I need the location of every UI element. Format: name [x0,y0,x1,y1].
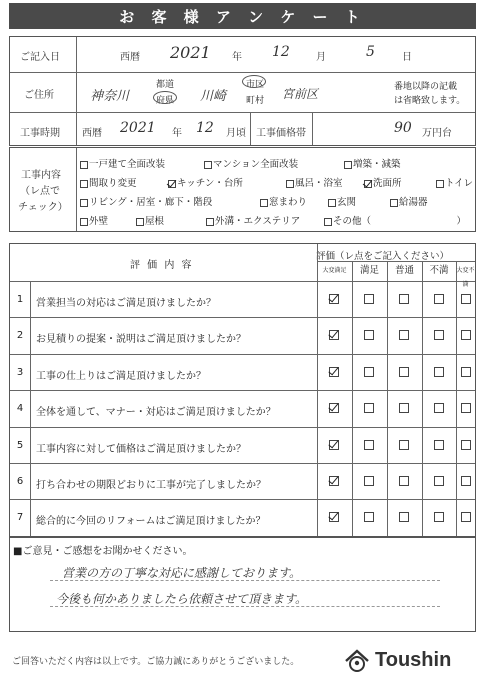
period-era: 西暦 [82,128,102,139]
rating-checkbox[interactable] [364,367,374,377]
rating-checkbox[interactable] [364,330,374,340]
work-option[interactable] [168,175,243,189]
work-option-label: 間取り変更 [89,178,137,189]
work-option-checkbox[interactable] [136,218,144,226]
rating-checkbox[interactable] [461,512,471,522]
work-label-1: 工事内容 [21,170,61,181]
work-option-checkbox[interactable] [390,199,398,207]
rating-checkbox[interactable] [329,476,339,486]
rating-checkbox[interactable] [434,512,444,522]
city-unit-cho-son: 町村 [246,96,265,106]
work-option[interactable] [364,175,402,189]
work-option[interactable] [80,175,137,189]
date-month: 12 [272,44,290,60]
work-option-label: 外壁 [89,216,109,227]
work-option-label: 玄関 [337,197,357,208]
page-title: お 客 様 ア ン ケ ー ト [9,3,476,29]
work-option[interactable] [80,213,108,227]
question-text: 総合的に今回のリフォームはご満足頂けましたか？ [36,516,266,528]
pref-unit-to-do: 都道 [156,80,175,90]
work-option[interactable] [286,175,343,189]
work-option[interactable] [324,213,466,227]
work-option-checkbox[interactable] [80,180,88,188]
work-option[interactable] [328,194,356,208]
rating-checkbox[interactable] [364,440,374,450]
work-option-label: トイレ [445,178,474,189]
work-option[interactable] [390,194,428,208]
rating-scale-label: 満足 [359,265,379,276]
rating-scale-label: 大変不満 [456,267,475,288]
rating-checkbox[interactable] [434,403,444,413]
rating-checkbox[interactable] [329,440,339,450]
rating-checkbox[interactable] [434,294,444,304]
rating-checkbox[interactable] [461,367,471,377]
rating-checkbox[interactable] [434,476,444,486]
price-value: 90 [394,120,412,136]
rating-checkbox[interactable] [461,294,471,304]
work-option-label: マンション全面改装 [213,159,299,170]
work-options [80,156,472,230]
work-option[interactable] [80,156,165,170]
date-label: ご記入日 [20,52,60,63]
work-option-label: 給湯器 [399,197,428,208]
work-option-label: 風呂・浴室 [295,178,343,189]
work-option-checkbox[interactable] [328,199,336,207]
work-option-label: キッチン・台所 [177,178,243,189]
date-day: 5 [366,44,375,60]
pref-circle-mark [153,91,177,104]
rating-scale-label: 普通 [394,265,414,276]
question-text: 営業担当の対応はご満足頂けましたか？ [36,298,216,309]
date-year-unit: 年 [232,52,242,63]
work-option[interactable] [136,213,164,227]
rating-checkbox[interactable] [461,476,471,486]
work-option-label: その他（ ） [333,216,467,227]
footer-thanks: ご回答いただく内容は以上です。ご協力誠にありがとうございました。 [12,657,300,667]
rating-checkbox[interactable] [434,330,444,340]
house-logo-icon [343,647,371,675]
question-text: 全体を通して、マナー・対応はご満足頂けましたか？ [36,407,276,419]
work-label-3: チェック） [18,202,68,213]
work-option-label: リビング・居室・廊下・階段 [89,197,213,208]
work-option-checkbox[interactable] [260,199,268,207]
rating-checkbox[interactable] [329,330,339,340]
work-option[interactable] [206,213,300,227]
rating-checkbox[interactable] [399,512,409,522]
work-option-checkbox[interactable] [168,180,176,188]
rating-checkbox[interactable] [364,403,374,413]
rating-checkbox[interactable] [461,330,471,340]
question-text: 工事内容に対して価格はご満足頂けましたか？ [36,443,246,455]
question-number: 2 [16,330,24,342]
address-prefecture: 神奈川 [90,89,130,104]
period-year: 2021 [120,120,156,136]
work-option[interactable] [80,194,212,208]
question-number: 1 [16,294,24,305]
rating-scale-label: 不満 [429,265,449,276]
work-option[interactable] [260,194,307,208]
work-option-label: 洗面所 [373,178,402,189]
eval-content-header: 評 価 内 容 [130,260,194,271]
rating-checkbox[interactable] [399,367,409,377]
rating-checkbox[interactable] [364,294,374,304]
question-text: 工事の仕上りはご満足頂けましたか？ [36,370,206,382]
evaluation-table [9,243,476,537]
work-option-label: 一戸建て全面改装 [89,159,166,170]
pref-unit-fu-ken: 府県 [156,96,175,106]
work-option-label: 窓まわり [269,197,308,208]
question-number: 3 [16,366,24,378]
work-option-checkbox[interactable] [80,199,88,207]
work-option-checkbox[interactable] [80,161,88,169]
comments-heading: ■ご意見・ご感想をお聞かせください。 [13,546,193,557]
address-label: ご住所 [24,90,54,101]
rating-checkbox[interactable] [399,294,409,304]
work-option[interactable] [436,175,473,189]
rating-checkbox[interactable] [434,440,444,450]
comments-box [9,537,476,632]
company-logo-text: Toushin [375,649,452,671]
work-option-checkbox[interactable] [344,161,352,169]
rating-checkbox[interactable] [329,512,339,522]
work-option-label: 外溝・エクステリア [215,216,301,227]
rating-checkbox[interactable] [329,403,339,413]
eval-rating-header: 評価（レ点をご記入ください） [316,251,450,262]
work-option-checkbox[interactable] [364,180,372,188]
work-option-checkbox[interactable] [436,180,444,188]
city-unit-shi-ku: 市区 [246,80,265,90]
date-year: 2021 [170,43,211,62]
rating-checkbox[interactable] [399,403,409,413]
info-table [9,36,476,146]
period-label: 工事時期 [20,128,60,139]
city-circle-mark [242,75,266,88]
period-year-unit: 年 [172,128,182,139]
work-option[interactable] [204,156,298,170]
rating-checkbox[interactable] [399,476,409,486]
question-text: お見積りの提案・説明はご満足頂けましたか？ [36,334,246,346]
question-number: 6 [16,476,24,487]
price-unit: 万円台 [422,128,452,139]
date-month-unit: 月 [316,52,326,63]
work-option-checkbox[interactable] [204,161,212,169]
rating-checkbox[interactable] [329,367,339,377]
work-option-checkbox[interactable] [324,218,332,226]
address-note-2: は省略致します。 [394,96,466,106]
rating-checkbox[interactable] [399,440,409,450]
rating-checkbox[interactable] [364,476,374,486]
rating-checkbox[interactable] [461,440,471,450]
comment-line-1: 営業の方の丁寧な対応に感謝しております。 [62,566,302,580]
company-logo [343,647,481,677]
question-number: 5 [16,439,24,451]
rating-checkbox[interactable] [434,367,444,377]
period-month-unit: 月頃 [226,128,246,139]
rating-checkbox[interactable] [364,512,374,522]
question-number: 4 [16,403,24,415]
date-day-unit: 日 [402,52,412,63]
question-text: 打ち合わせの期限どおりに工事が完了しましたか？ [36,480,266,491]
period-month: 12 [196,120,214,136]
work-content-table [9,147,476,232]
eval-grid [10,244,475,536]
work-option-label: 増築・減築 [353,159,401,170]
address-ward: 宮前区 [282,87,319,101]
question-number: 7 [16,512,24,524]
date-era: 西暦 [120,52,140,63]
work-option-label: 屋根 [145,216,165,227]
rating-scale-label: 大変満足 [322,267,347,274]
address-note-1: 番地以降の記載 [394,82,458,92]
work-option-checkbox[interactable] [286,180,294,188]
rating-checkbox[interactable] [329,294,339,304]
work-label-2: （レ点で [20,186,60,197]
rating-checkbox[interactable] [399,330,409,340]
price-label: 工事価格帯 [256,128,306,139]
work-option[interactable] [344,156,401,170]
address-city: 川崎 [200,89,227,104]
comment-line-2: 今後も何かありましたら依頼させて頂きます。 [56,592,308,606]
work-option-checkbox[interactable] [206,218,214,226]
work-option-checkbox[interactable] [80,218,88,226]
rating-checkbox[interactable] [461,403,471,413]
